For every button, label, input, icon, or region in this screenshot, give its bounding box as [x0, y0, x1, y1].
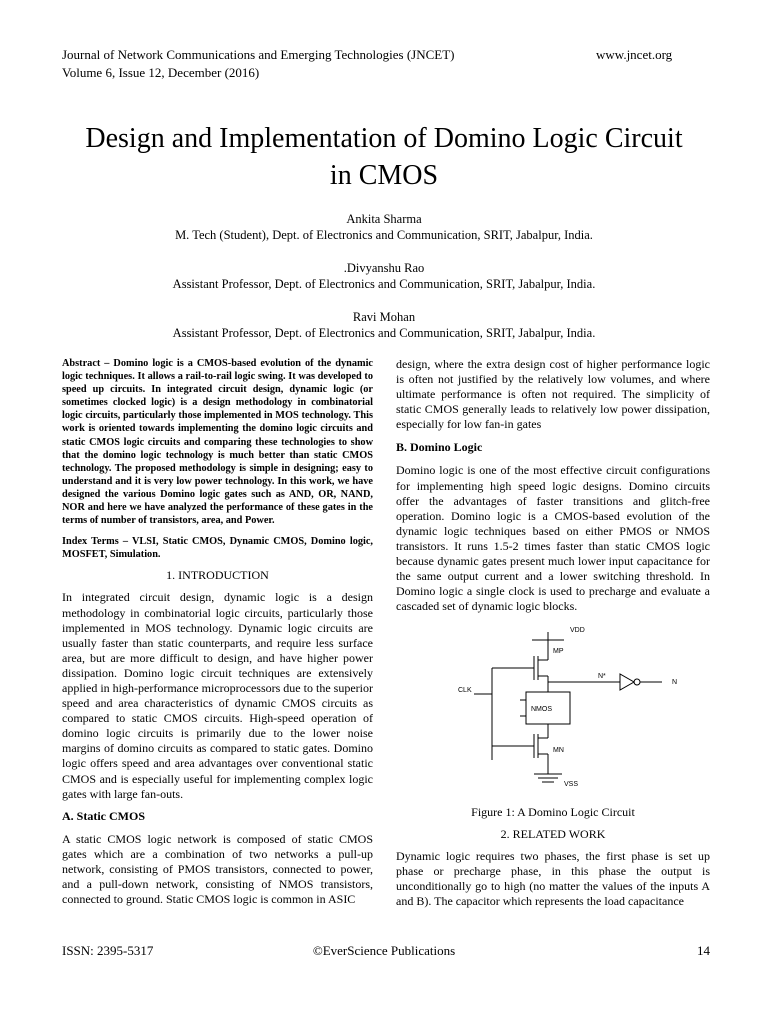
author-affiliation: Assistant Professor, Dept. of Electronics and Communication, SRIT, Jabalpur, India.: [172, 277, 596, 291]
author-affiliation: M. Tech (Student), Dept. of Electronics and Communication, SRIT, Jabalpur, India.: [175, 228, 593, 242]
publisher: ©EverScience Publications: [312, 943, 456, 958]
left-column: [62, 357, 373, 907]
figure-caption: Figure 1: A Domino Logic Circuit: [471, 805, 635, 819]
vss-label: VSS: [564, 781, 579, 788]
static-cmos-continued: design, where the extra design cost of higher performance logic is often not justified by the relatively low volumes, and where ultimate performance is often not required. The simplicity of static CMOS generally leads to relatively low power dissipation, especially for low fan-in gates: [396, 357, 710, 432]
mn-label: MN: [553, 747, 564, 754]
vdd-label: VDD: [570, 627, 585, 634]
domino-logic-heading: B. Domino Logic: [396, 440, 483, 455]
static-cmos-text: A static CMOS logic network is composed of static CMOS gates which are a combination of two networks a pull-up network, consisting of PMOS transistors, connected to power, and a pull-down network, consisting of NMOS transistors, connected to ground. Static CMOS logic is common in ASIC: [62, 831, 373, 907]
issn: ISSN: 2395-5317: [62, 943, 154, 958]
author-name: Ankita Sharma: [346, 212, 422, 226]
domino-logic-circuit-diagram: [452, 620, 710, 792]
n-output-label: N: [672, 679, 678, 686]
title-line-2: in CMOS: [329, 160, 439, 191]
domino-logic-text: Domino logic is one of the most effective circuit configurations for implementing high speed logic designs. Domino circuits offer the advantages of faster transitions and glitch-free operation. Domino logic is a CMOS-based evolution of the dynamic logic techniques based on either PMOS or NMOS transistors. It runs 1.5-2 times faster than static CMOS logic because dynamic gates present much lower input capacitance for the same output current and a lower switching threshold. In Domino logic a single clock is used to precharge and evaluate a cascaded set of dynamic logic blocks.: [396, 463, 710, 614]
related-work-text: Dynamic logic requires two phases, the first phase is set up phase or precharge phase, in this phase the output is unconditionally go to high (no matter the values of the inputs A and B). The capacitor which represents the load capacitance: [396, 849, 710, 909]
related-work-heading: 2. RELATED WORK: [500, 827, 606, 841]
paper-title: [0, 120, 768, 194]
author-name: .Divyanshu Rao: [343, 261, 425, 275]
mp-label: MP: [553, 648, 564, 655]
author-name: Ravi Mohan: [352, 310, 416, 324]
author-block-1: [0, 211, 768, 243]
abstract-text: Abstract – Domino logic is a CMOS-based evolution of the dynamic logic techniques. It allows a rail-to-rail logic swing. It was developed to speed up circuits. In integrated circuit design, dynamic logic (or sometimes clocked logic) is a design methodology in combinatorial logic circuits, particularly those implemented in MOS technology. This work is oriented towards implementing the domino logic circuits and static CMOS logic circuits and comparing these technologies to show that the domino logic technology is much better than static CMOS technology. The proposed methodology is simple in designing; easy to understand and it is very low power technology. In this work, we have designed the various Domino logic gates such as AND, OR, NAND, NOR and here we have analyzed the performance of these gates in the terms of number of transistors, area, and Power.: [62, 358, 373, 527]
author-block-2: [0, 260, 768, 292]
n-star-label: N*: [598, 673, 606, 680]
journal-url[interactable]: www.jncet.org: [596, 47, 673, 62]
clk-label: CLK: [458, 687, 472, 694]
index-terms: Index Terms – VLSI, Static CMOS, Dynamic CMOS, Domino logic, MOSFET, Simulation.: [62, 536, 373, 561]
author-block-3: [0, 309, 768, 341]
nmos-label: NMOS: [531, 706, 552, 713]
journal-name: Journal of Network Communications and Emerging Technologies (JNCET): [62, 47, 455, 62]
right-column-top: [396, 357, 710, 614]
intro-heading: 1. INTRODUCTION: [166, 568, 269, 583]
title-line-1: Design and Implementation of Domino Logic Circuit: [85, 123, 683, 154]
static-cmos-heading: A. Static CMOS: [62, 808, 145, 823]
page-number: 14: [697, 943, 710, 958]
journal-volume: Volume 6, Issue 12, December (2016): [62, 65, 260, 80]
author-affiliation: Assistant Professor, Dept. of Electronics and Communication, SRIT, Jabalpur, India.: [172, 326, 596, 340]
intro-text: In integrated circuit design, dynamic logic is a design methodology in combinatorial logic circuits, particularly those implemented in MOS technology. Dynamic logic circuits are usually faster than static counterparts, and require less surface area, but are more difficult to design, and have higher power dissipation. Domino logic circuit techniques are extensively applied in high-performance microprocessors due to the superior speed and area characteristics of dynamic CMOS circuits as compared to static CMOS circuits. High-speed operation of domino logic circuits is primarily due to the lower noise margins of domino circuits as compared to static gates. Domino logic offers speed and area advantages over conventional static CMOS and is especially useful for implementing complex logic gates with large fan-outs.: [62, 590, 373, 801]
right-column-bottom: [396, 849, 710, 909]
